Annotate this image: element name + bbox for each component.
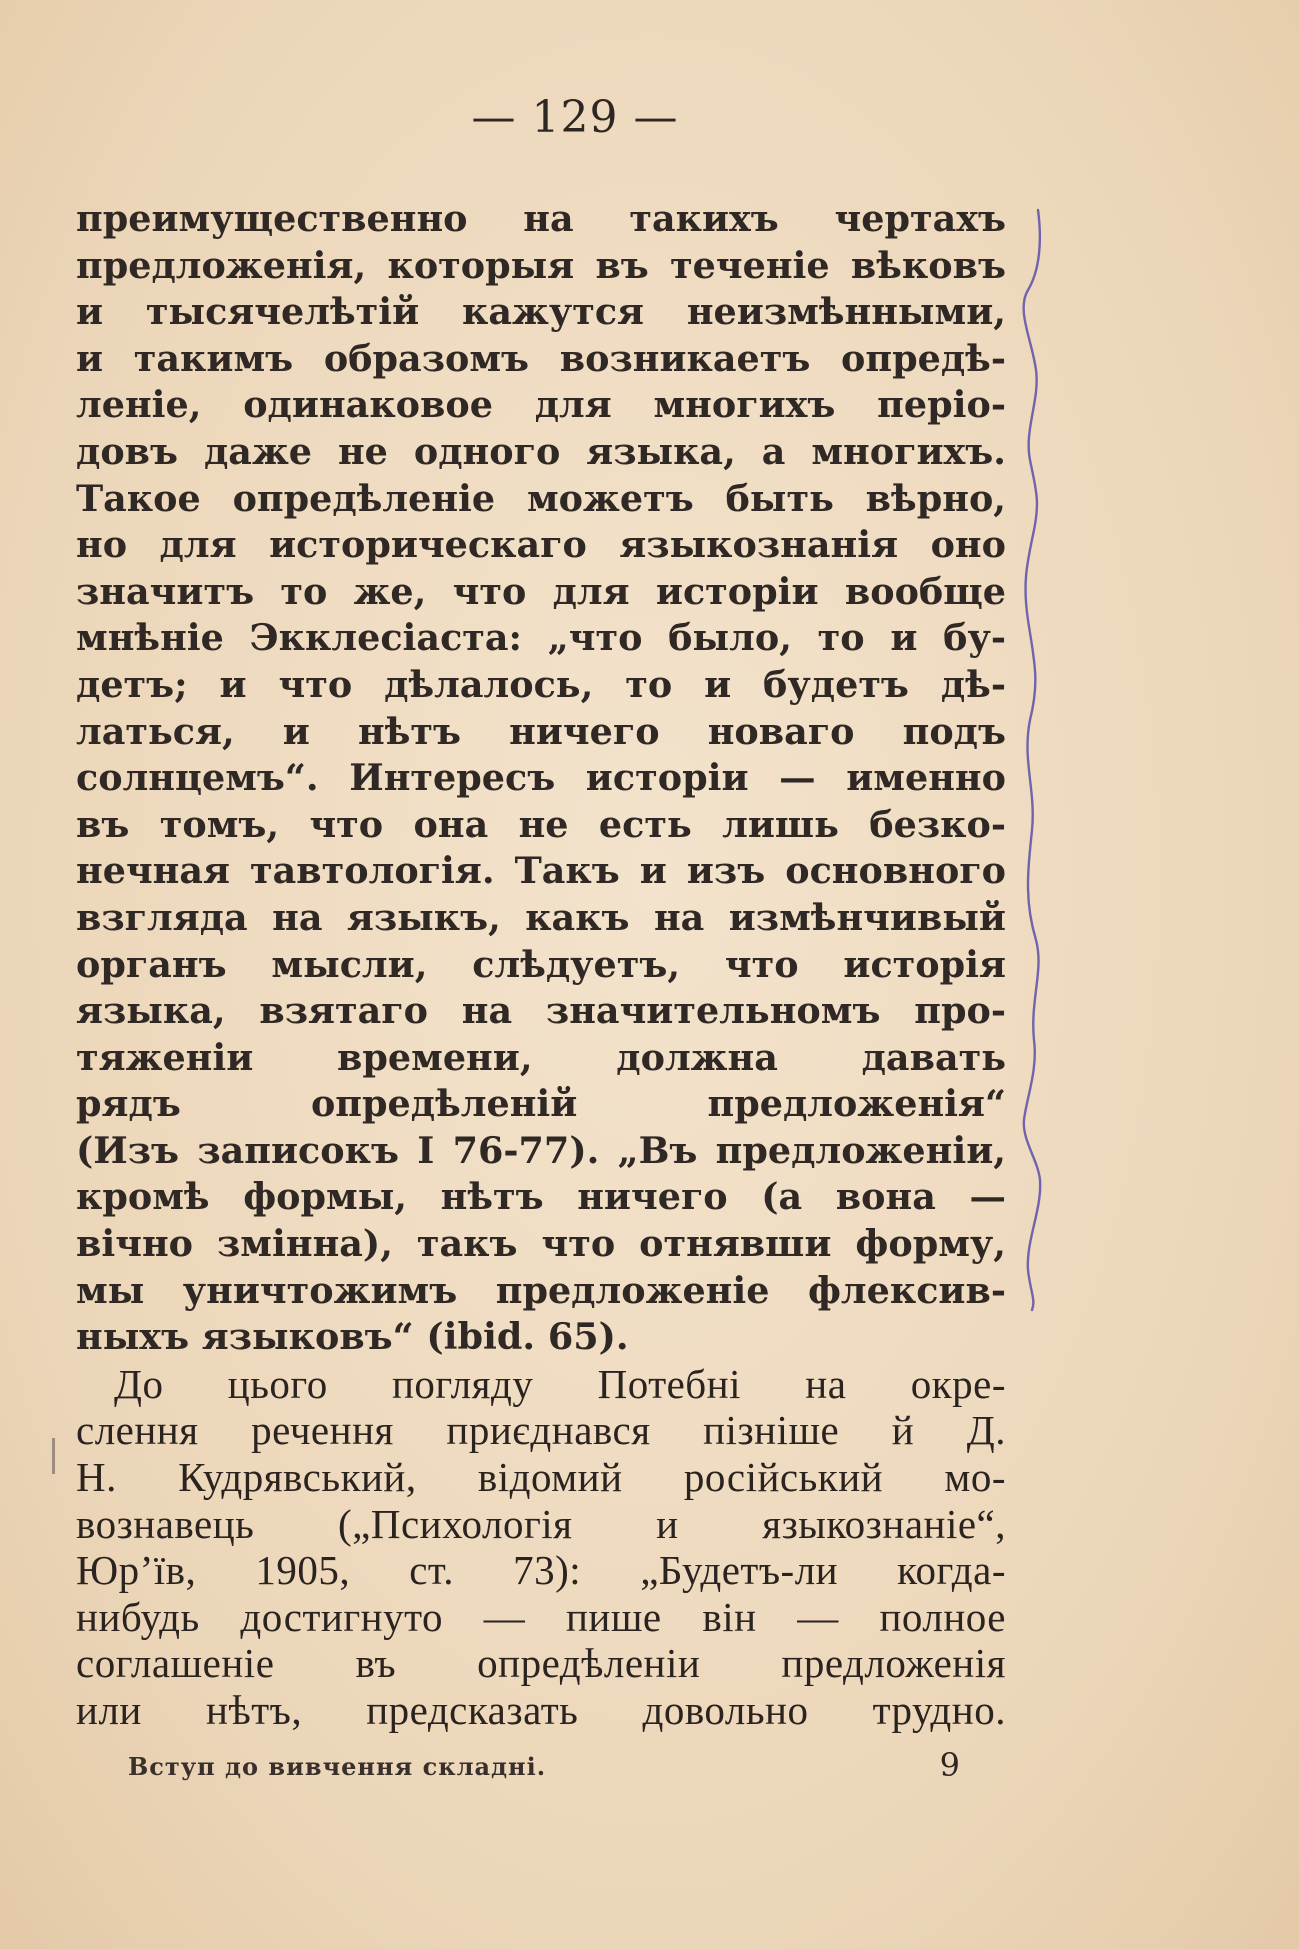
text-line: соглашеніе въ опредѣленіи предложенія <box>76 1640 1006 1687</box>
body-text <box>76 196 1006 1734</box>
page-footer <box>128 1746 968 1792</box>
text-line: солнцемъ“. Интересъ исторіи — именно <box>76 756 1006 800</box>
text-line: и тысячелѣтій кажутся неизмѣнными, <box>76 290 1006 334</box>
text-line: нечная тавтологія. Такъ и изъ основного <box>76 849 1006 893</box>
margin-bracket-annotation <box>1010 200 1070 1320</box>
text-line: кромѣ формы, нѣтъ ничего (а вона — <box>76 1175 1006 1219</box>
text-line: языка, взятаго на значительномъ про- <box>76 989 1006 1033</box>
text-line: предложенія, которыя въ теченіе вѣковъ <box>76 243 1006 287</box>
text-line: Такое опредѣленіе можетъ быть вѣрно, <box>76 476 1006 520</box>
text-line: слення речення приєднався пізніше й Д. <box>76 1407 1006 1454</box>
text-line: До цього погляду Потебні на окре- <box>114 1360 1006 1407</box>
text-line: значитъ то же, что для исторіи вообще <box>76 569 1006 613</box>
text-line: (Изъ записокъ I 76-77). „Въ предложеніи, <box>76 1128 1006 1172</box>
text-line: нибудь достигнуто — пише він — полное <box>76 1593 1006 1640</box>
text-line: латься, и нѣтъ ничего новаго подъ <box>76 709 1006 753</box>
text-line: тяженіи времени, должна давать <box>76 1035 1006 1079</box>
text-line: вознавець („Психологія и языкознаніе“, <box>76 1500 1006 1547</box>
text-line: довъ даже не одного языка, а многихъ. <box>76 429 1006 473</box>
signature-mark: 9 <box>939 1746 960 1784</box>
footer-title: Вступ до вивчення складні. <box>128 1752 547 1781</box>
text-line: въ томъ, что она не есть лишь безко- <box>76 802 1006 846</box>
text-line: мнѣніе Экклесіаста: „что было, то и бу- <box>76 616 1006 660</box>
text-line: или нѣтъ, предсказать довольно трудно. <box>76 1687 1006 1733</box>
text-line: преимущественно на такихъ чертахъ <box>76 197 1006 240</box>
text-line: рядъ опредѣленій предложенія“ <box>76 1082 1006 1126</box>
text-line: леніе, одинаковое для многихъ періо- <box>76 383 1006 427</box>
page-number: — 129 — <box>471 92 679 143</box>
text-line: вічно змінна), такъ что отнявши форму, <box>76 1222 1006 1266</box>
text-line: но для историческаго языкознанія оно <box>76 523 1006 567</box>
text-line: Н. Кудрявський, відомий російський мо- <box>76 1454 1006 1501</box>
stray-mark <box>52 1438 55 1474</box>
text-line: и такимъ образомъ возникаетъ опредѣ- <box>76 336 1006 380</box>
text-line: мы уничтожимъ предложеніе флексив- <box>76 1268 1006 1312</box>
text-line: органъ мысли, слѣдуетъ, что исторія <box>76 942 1006 986</box>
text-line: Юр’їв, 1905, ст. 73): „Будетъ-ли когда- <box>76 1547 1006 1594</box>
text-line: детъ; и что дѣлалось, то и будетъ дѣ- <box>76 662 1006 706</box>
text-line: ныхъ языковъ“ (ibid. 65). <box>76 1315 629 1359</box>
text-line: взгляда на языкъ, какъ на измѣнчивый <box>76 895 1006 939</box>
